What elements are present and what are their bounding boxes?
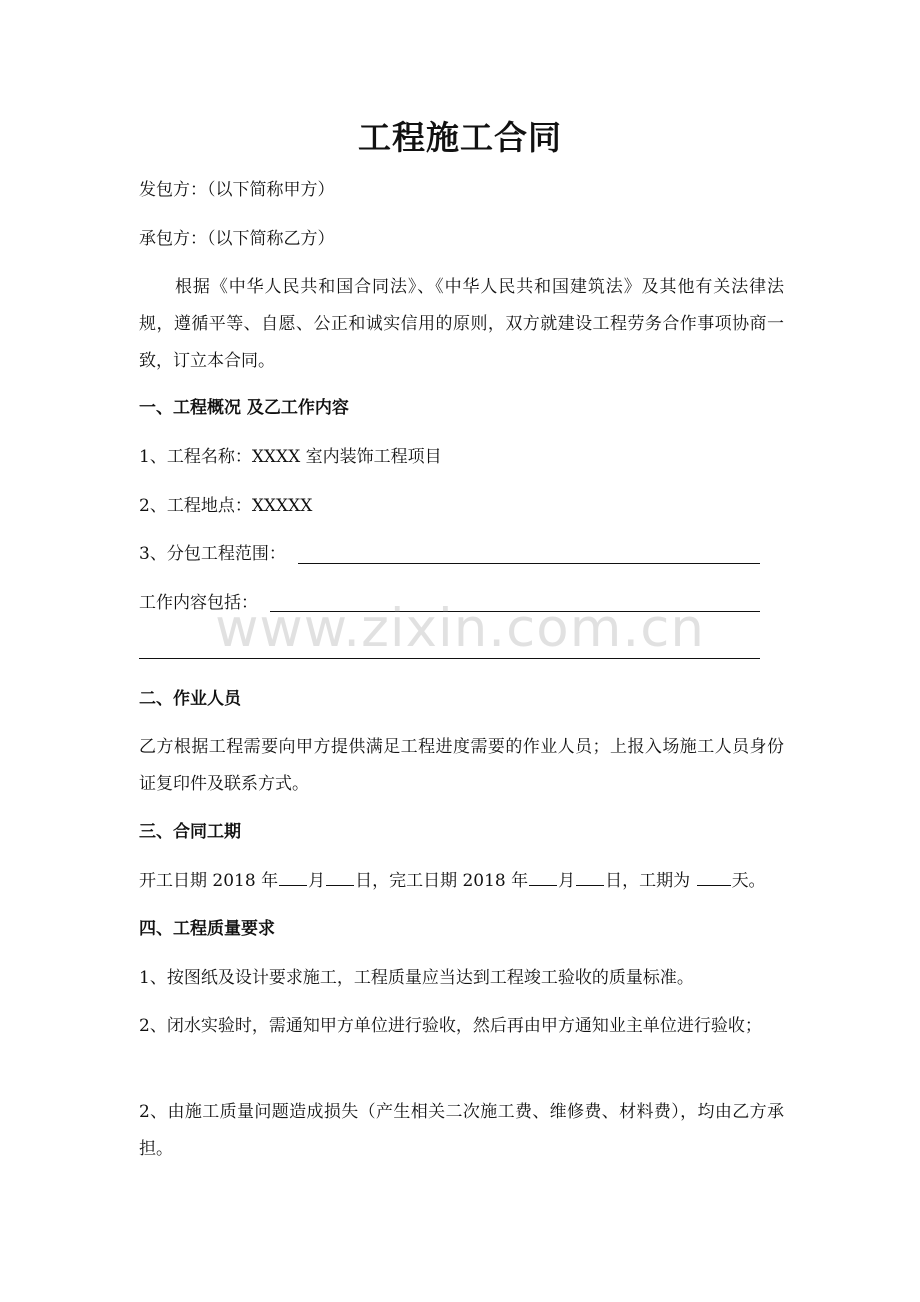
quality-item-1: 1、按图纸及设计要求施工，工程质量应当达到工程竣工验收的质量标准。 [139,968,694,988]
section2-heading: 二、作业人员 [139,689,241,709]
section2-body: 乙方根据工程需要向甲方提供满足工程进度需要的作业人员；上报入场施工人员身份证复印件及联系方式。 [139,737,784,794]
start-month-label: 月 [308,871,326,891]
start-day-blank [326,869,354,886]
subcontract-scope-label: 3、分包工程范围： [139,544,286,564]
document-title: 工程施工合同 [358,118,562,157]
start-date-prefix: 开工日期 2018 年 [139,871,279,891]
work-content-label: 工作内容包括： [139,593,258,613]
quality-item-3: 2、由施工质量问题造成损失（产生相关二次施工费、维修费、材料费），均由乙方承担。 [139,1102,784,1159]
project-location-line: 2、工程地点：XXXXX [139,496,313,516]
watermark: www.zixin.com.cn [215,598,705,659]
duration-blank [697,869,731,886]
party-a-line: 发包方：（以下简称甲方） [139,180,335,200]
end-date-prefix: 日，完工日期 2018 年 [355,871,529,891]
preamble-paragraph: 根据《中华人民共和国合同法》、《中华人民共和国建筑法》及其他有关法律法规，遵循平等、自愿、公正和诚实信用的原则，双方就建设工程劳务合作事项协商一致，订立本合同。 [139,277,784,371]
project-name-line: 1、工程名称：XXXX 室内装饰工程项目 [139,447,442,467]
section3-heading: 三、合同工期 [139,822,241,842]
duration-prefix: 日，工期为 [605,871,691,891]
end-day-blank [576,869,604,886]
schedule-line [139,869,766,893]
party-b-line: 承包方：（以下简称乙方） [139,229,335,249]
section1-heading: 一、工程概况 及乙工作内容 [139,398,349,418]
section4-heading: 四、工程质量要求 [139,919,275,939]
quality-item-2: 2、闭水实验时，需通知甲方单位进行验收，然后再由甲方通知业主单位进行验收； [139,1016,762,1036]
end-month-blank [529,869,557,886]
start-month-blank [279,869,307,886]
duration-suffix: 天。 [731,871,766,891]
end-month-label: 月 [558,871,576,891]
scope-fill-line [298,563,760,564]
